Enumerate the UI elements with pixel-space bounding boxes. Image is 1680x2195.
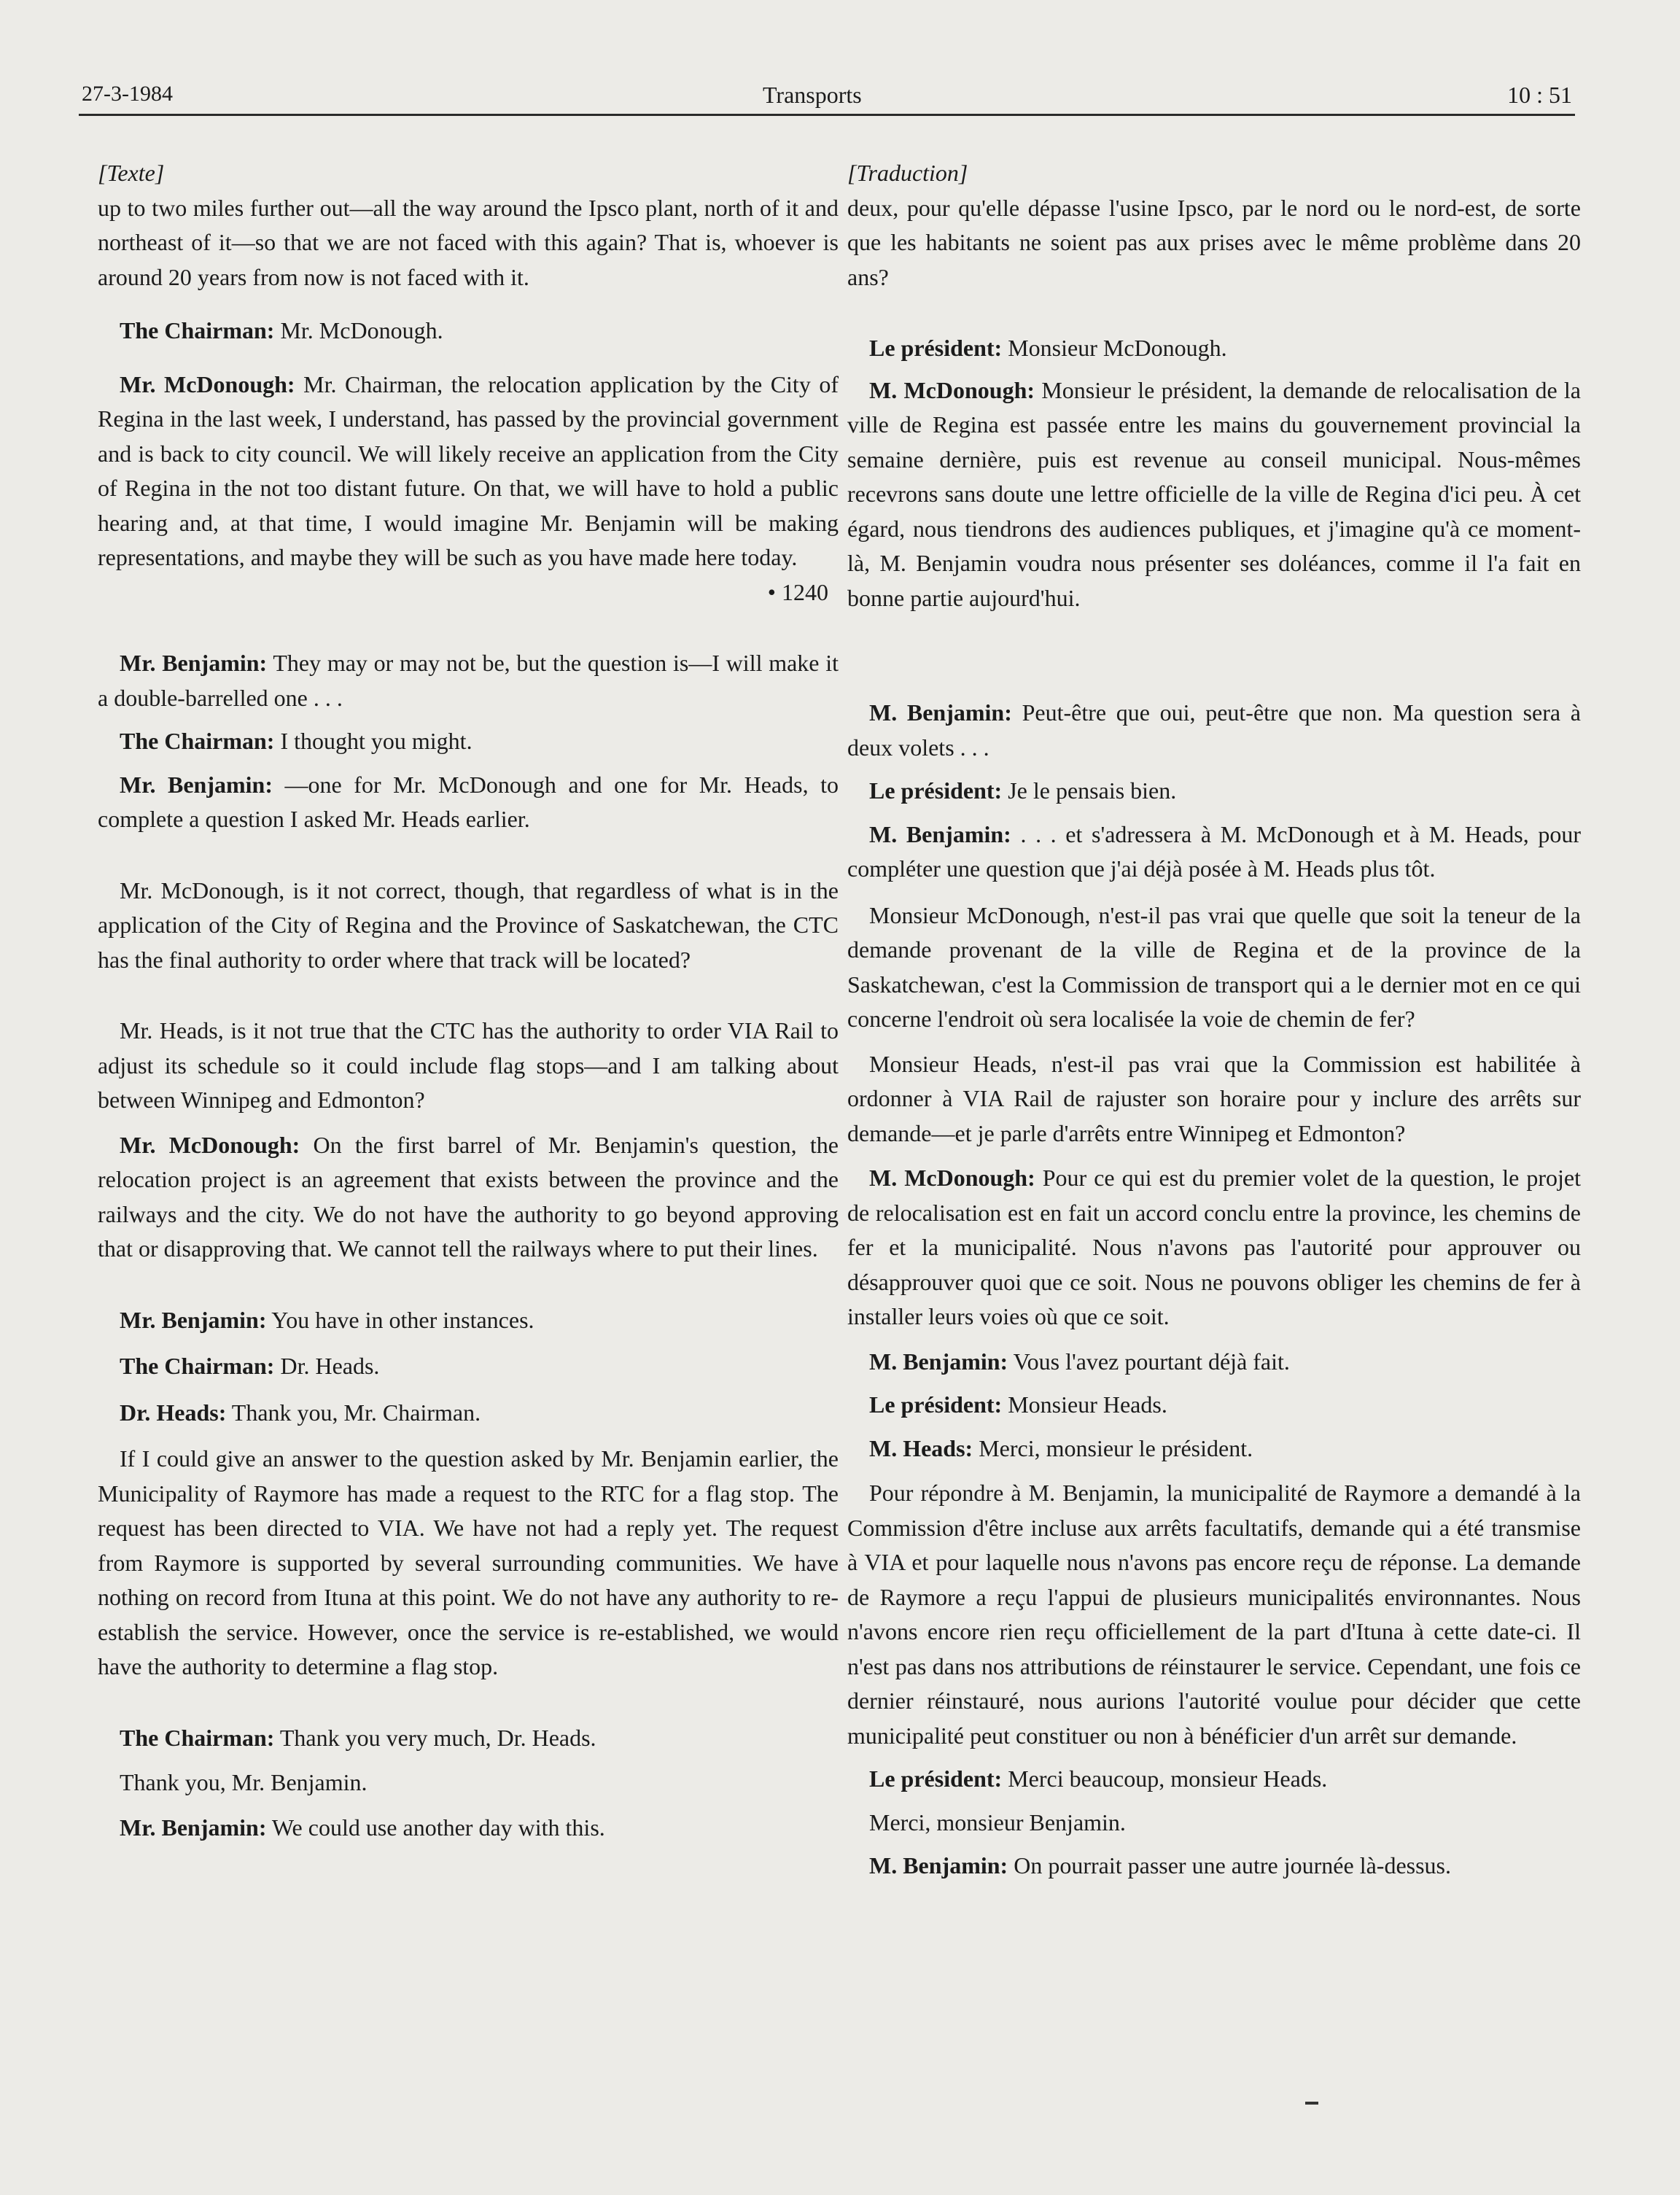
speech-paragraph — [98, 1349, 839, 1384]
speech-paragraph — [847, 1849, 1581, 1884]
speech-text: Merci, monsieur le président. — [973, 1434, 1253, 1461]
speaker-name: M. McDonough: — [869, 1165, 1035, 1191]
speaker-name: M. Benjamin: — [869, 820, 1011, 847]
paragraph: Mr. McDonough, is it not correct, though, that regardless of what is in the application of the City of Regina and the Province of Saskatchewan, the CTC has the final authority to order where that track will be located? — [98, 877, 839, 973]
speech-text: Monsieur Heads. — [1002, 1391, 1167, 1418]
speech-paragraph — [98, 1128, 839, 1267]
speech-text: Monsieur McDonough. — [1002, 335, 1227, 361]
speech-paragraph — [98, 1721, 839, 1756]
speech-text: They may or may not be, but the question is—I will make it a double-barrelled one . . . — [98, 650, 839, 711]
speech-paragraph — [847, 696, 1581, 765]
speech-text: —one for Mr. McDonough and one for Mr. Heads, to complete a question I asked Mr. Heads earlier. — [98, 771, 839, 832]
paragraph: Monsieur McDonough, n'est-il pas vrai que quelle que soit la teneur de la demande provenant de la ville de Regina et de la province de la Saskatchewan, c'est la Commission de transport qui a le dernier mot en ce qui concerne l'endroit où sera localisée la voie de chemin de fer? — [847, 901, 1581, 1032]
speaker-name: Dr. Heads: — [120, 1399, 227, 1426]
speech-paragraph — [847, 373, 1581, 616]
speaker-name: Mr. Benjamin: — [120, 1306, 267, 1333]
speaker-name: The Chairman: — [120, 317, 275, 343]
speech-text: Monsieur le président, la demande de relocalisation de la ville de Regina est passée entre les mains du gouvernement provincial la semaine dernière, puis est revenue au conseil municipal. Nous-mêmes recevrons sans doute une lettre officielle de la ville de Regina d'ici peu. À cet égard, nous tiendrons des audiences publiques, et j'imagine qu'à ce moment-là, M. Benjamin voudra nous présenter ses doléances, comme il l'a fait en bonne partie aujourd'hui. — [847, 376, 1582, 611]
speech-text: Mr. Chairman, the relocation application by the City of Regina in the last week, I understand, has passed by the provincial government and is back to city council. We will likely receive an application from the City of Regina in the not too distant future. On that, we will have to hold a public hearing and, at that time, I would imagine Mr. Benjamin will be making representations, and maybe they will be such as you have made here today. — [98, 370, 839, 570]
speech-paragraph — [98, 768, 839, 837]
speaker-name: M. Benjamin: — [869, 1852, 1008, 1879]
paragraph: Thank you, Mr. Benjamin. — [120, 1769, 368, 1795]
speech-paragraph — [847, 817, 1581, 887]
speech-text: Thank you very much, Dr. Heads. — [274, 1724, 596, 1751]
paragraph: Monsieur Heads, n'est-il pas vrai que la Commission est habilitée à ordonner à VIA Rail de rajuster son horaire pour y inclure des arrêts sur demande—et je parle d'arrêts entre Winnipeg et Edmonton? — [847, 1050, 1581, 1146]
speaker-name: Mr. Benjamin: — [120, 650, 268, 676]
speech-text: . . . et s'adressera à M. McDonough et à M. Heads, pour compléter une question que j'ai déjà posée à M. Heads plus tôt. — [847, 820, 1582, 882]
speech-paragraph — [98, 368, 839, 575]
speaker-name: M. Benjamin: — [869, 1348, 1008, 1375]
paragraph: If I could give an answer to the question asked by Mr. Benjamin earlier, the Municipality of Raymore has made a request to the RTC for a flag stop. The request has been directed to VIA. We have not had a reply yet. The request from Raymore is supported by several surrounding communities. We have nothing on record from Ituna at this point. We do not have any authority to re-establish the service. However, once the service is re-established, we would have the authority to determine a flag stop. — [98, 1445, 839, 1679]
speech-text: Merci beaucoup, monsieur Heads. — [1002, 1765, 1328, 1792]
speech-text: Pour ce qui est du premier volet de la question, le projet de relocalisation est en fait un accord conclu entre la province, les chemins de fer et la municipalité. Nous n'avons pas l'autorité pour approuver ou désapprouver quoi que ce soit. Nous ne pouvons obliger les chemins de fer à installer leurs voies où que ce soit. — [847, 1165, 1582, 1329]
speaker-name: M. McDonough: — [869, 376, 1035, 403]
header-date: 27-3-1984 — [82, 82, 173, 106]
speaker-name: M. Heads: — [869, 1434, 973, 1461]
speech-paragraph — [847, 1345, 1581, 1380]
header-page-number: 10 : 51 — [1507, 82, 1572, 108]
speaker-name: Mr. Benjamin: — [120, 1814, 267, 1841]
column-label: [Traduction] — [847, 160, 968, 186]
speech-paragraph — [847, 1762, 1581, 1797]
speech-paragraph — [98, 724, 839, 759]
paragraph: Merci, monsieur Benjamin. — [869, 1809, 1126, 1835]
speaker-name: Mr. Benjamin: — [120, 771, 273, 798]
header-rule — [79, 114, 1575, 116]
speech-paragraph — [847, 774, 1581, 809]
paragraph: Mr. Heads, is it not true that the CTC has the authority to order VIA Rail to adjust its schedule so it could include flag stops—and I am talking about between Winnipeg and Edmonton? — [98, 1017, 839, 1113]
time-marker: • 1240 — [767, 578, 828, 605]
speech-paragraph — [98, 1303, 839, 1338]
speech-paragraph — [847, 1388, 1581, 1423]
speech-paragraph — [98, 1396, 839, 1431]
speech-paragraph — [98, 1811, 839, 1846]
speech-text: We could use another day with this. — [266, 1814, 605, 1841]
speaker-name: Le président: — [869, 335, 1003, 361]
column-label: [Texte] — [98, 160, 165, 186]
header-title: Transports — [763, 82, 862, 108]
speech-text: Thank you, Mr. Chairman. — [226, 1399, 481, 1426]
paragraph: up to two miles further out—all the way around the Ipsco plant, north of it and northeast of it—so that we are not faced with this again? That is, whoever is around 20 years from now is not faced with it. — [98, 194, 839, 290]
speaker-name: The Chairman: — [120, 1724, 275, 1751]
french-column — [847, 156, 1581, 1884]
speaker-name: M. Benjamin: — [869, 699, 1012, 726]
speaker-name: The Chairman: — [120, 728, 275, 754]
speaker-name: Mr. McDonough: — [120, 370, 295, 397]
speaker-name: Le président: — [869, 1765, 1003, 1792]
speech-text: Dr. Heads. — [274, 1353, 380, 1379]
speech-paragraph — [847, 1431, 1581, 1466]
page-mark — [1305, 2102, 1318, 2105]
speech-paragraph — [98, 646, 839, 715]
paragraph: deux, pour qu'elle dépasse l'usine Ipsco, par le nord ou le nord-est, de sorte que les habitants ne soient pas aux prises avec le même problème dans 20 ans? — [847, 194, 1581, 290]
speaker-name: Le président: — [869, 777, 1003, 804]
speaker-name: Le président: — [869, 1391, 1003, 1418]
speech-text: Peut-être que oui, peut-être que non. Ma question sera à deux volets . . . — [847, 699, 1582, 761]
speech-text: On pourrait passer une autre journée là-dessus. — [1008, 1852, 1451, 1879]
speech-text: Vous l'avez pourtant déjà fait. — [1008, 1348, 1290, 1375]
paragraph: Pour répondre à M. Benjamin, la municipalité de Raymore a demandé à la Commission d'être incluse aux arrêts facultatifs, demande qui a été transmise à VIA et pour laquelle nous n'avons pas encore reçu de réponse. La demande de Raymore a reçu l'appui de plusieurs municipalités environnantes. Nous n'avons encore rien reçu officiellement de la part d'Ituna à cette date-ci. Il n'est pas dans nos attributions de réinstaurer le service. Cependant, une fois ce dernier réinstauré, nous aurions l'autorité voulue pour décider que cette municipalité peut constituer ou non à bénéficier d'un arrêt sur demande. — [847, 1480, 1581, 1749]
speaker-name: The Chairman: — [120, 1353, 275, 1379]
speech-paragraph — [847, 331, 1581, 366]
speech-text: On the first barrel of Mr. Benjamin's question, the relocation project is an agreement that exists between the province and the railways and the city. We do not have the authority to go beyond approving that or disapproving that. We cannot tell the railways where to put their lines. — [98, 1131, 839, 1262]
speech-paragraph — [847, 1161, 1581, 1335]
speech-text: Mr. McDonough. — [274, 317, 443, 343]
english-column — [98, 156, 839, 1845]
speech-text: Je le pensais bien. — [1002, 777, 1177, 804]
speech-paragraph — [98, 314, 839, 349]
speaker-name: Mr. McDonough: — [120, 1131, 300, 1158]
speech-text: You have in other instances. — [266, 1306, 534, 1333]
speech-text: I thought you might. — [274, 728, 472, 754]
